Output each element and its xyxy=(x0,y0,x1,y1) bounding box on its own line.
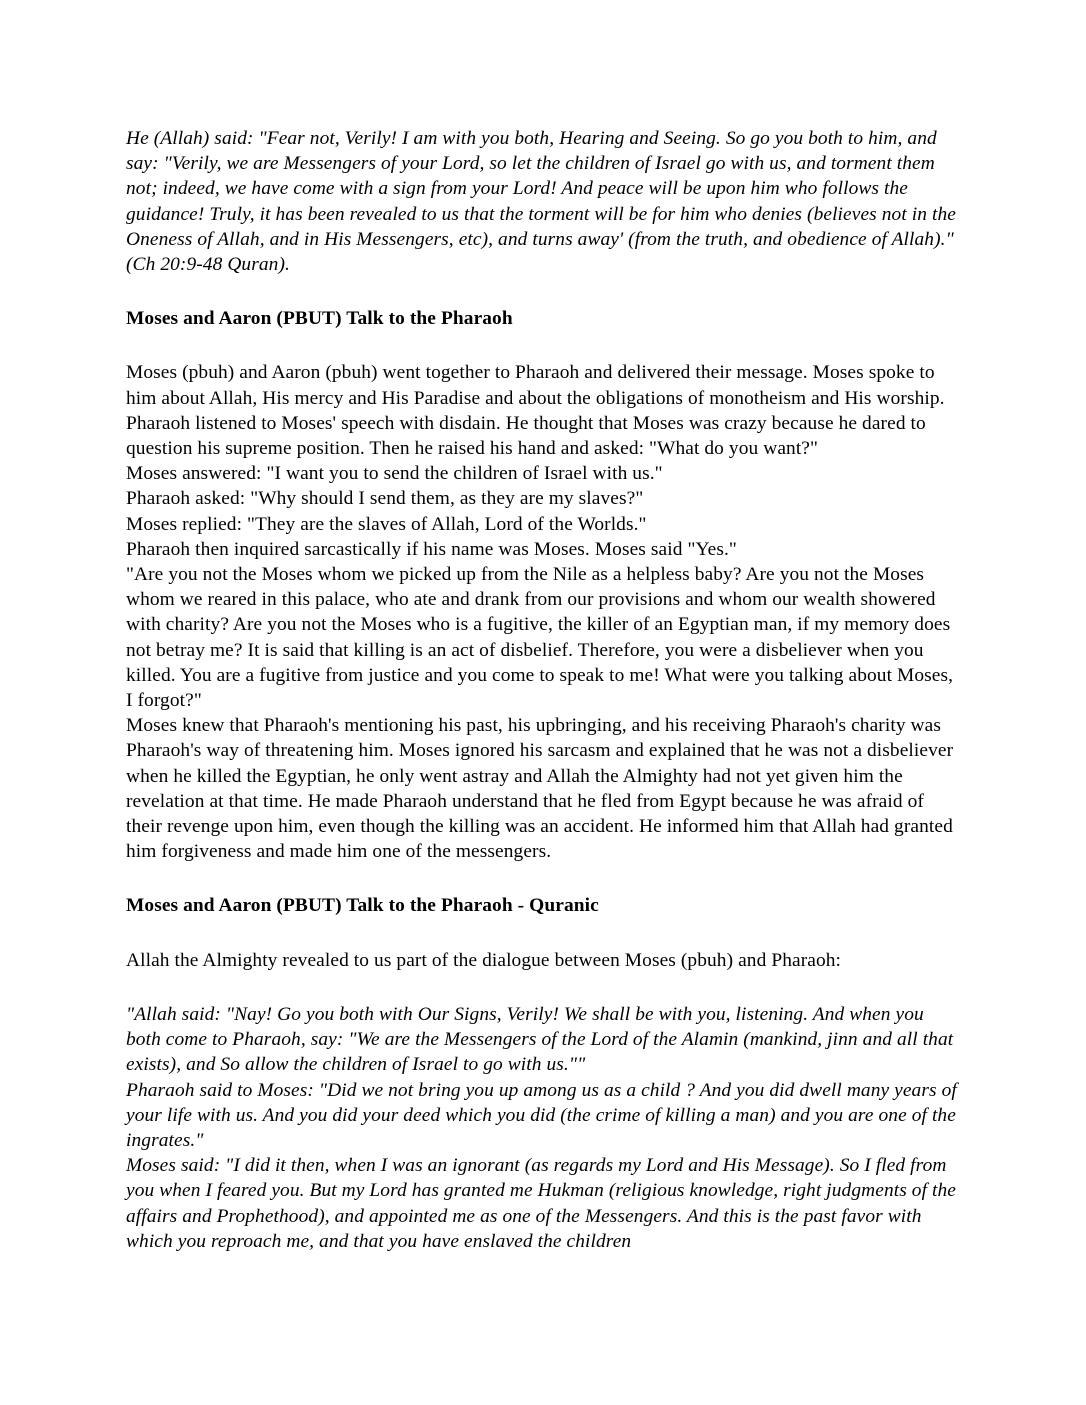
narrative-paragraph-2: Pharaoh listened to Moses' speech with disdain. He thought that Moses was crazy because he dared to question his supreme position. Then he raised his hand and asked: "What do you want?" xyxy=(126,412,926,460)
spacer xyxy=(126,331,962,360)
quranic-quote-paragraph-3: Moses said: "I did it then, when I was an ignorant (as regards my Lord and His Message). So I fled from you when I feared you. But my Lord has granted me Hukman (religious knowledge, right judgments of the affairs and Prophethood), and appointed me as one of the Messengers. And this is the past favor with which you reproach me, and that you have enslaved the children xyxy=(126,1155,957,1252)
spacer xyxy=(126,919,962,948)
section-heading-moses-aaron-talk-to-pharaoh-quranic: Moses and Aaron (PBUT) Talk to the Pharaoh - Quranic xyxy=(126,895,599,917)
narrative-paragraph-5: Moses replied: "They are the slaves of Allah, Lord of the Worlds." xyxy=(126,513,647,535)
narrative-paragraph-3: Moses answered: "I want you to send the children of Israel with us." xyxy=(126,463,663,485)
narrative-paragraph-4: Pharaoh asked: "Why should I send them, as they are my slaves?" xyxy=(126,488,644,510)
quranic-quote-paragraph-1: "Allah said: "Nay! Go you both with Our Signs, Verily! We shall be with you, listening. And when you both come to Pharaoh, say: "We are the Messengers of the Lord of the Alamin (mankind, jinn and all that exists), and So allow the children of Israel to go with us."" xyxy=(126,1003,954,1076)
page-content xyxy=(126,126,962,1254)
narrative-paragraph-8: Moses knew that Pharaoh's mentioning his past, his upbringing, and his receiving Pharaoh's charity was Pharaoh's way of threatening him. Moses ignored his sarcasm and explained that he was not a disbeliever when he killed the Egyptian, he only went astray and Allah the Almighty had not yet given him the revelation at that time. He made Pharaoh understand that he fled from Egypt because he was afraid of their revenge upon him, even though the killing was an accident. He informed him that Allah had granted him forgiveness and made him one of the messengers. xyxy=(126,715,954,863)
spacer xyxy=(126,973,962,1002)
narrative-paragraph-7: "Are you not the Moses whom we picked up from the Nile as a helpless baby? Are you not the Moses whom we reared in this palace, who ate and drank from our provisions and whom our wealth showered with charity? Are you not the Moses who is a fugitive, the killer of an Egyptian man, if my memory does not betray me? It is said that killing is an act of disbelief. Therefore, you were a disbeliever when you killed. You are a fugitive from justice and you come to speak to me! What were you talking about Moses, I forgot?" xyxy=(126,564,954,712)
spacer xyxy=(126,277,962,306)
spacer xyxy=(126,864,962,893)
intro-paragraph: Allah the Almighty revealed to us part of the dialogue between Moses (pbuh) and Pharaoh: xyxy=(126,949,842,971)
narrative-paragraph-1: Moses (pbuh) and Aaron (pbuh) went together to Pharaoh and delivered their message. Moses spoke to him about Allah, His mercy and His Paradise and about the obligations of monotheism and His worship. xyxy=(126,362,945,409)
section-heading-moses-aaron-talk-to-pharaoh: Moses and Aaron (PBUT) Talk to the Pharaoh xyxy=(126,308,513,330)
quranic-quote-paragraph-2: Pharaoh said to Moses: "Did we not bring you up among us as a child ? And you did dwell many years of your life with us. And you did your deed which you did (the crime of killing a man) and you are one of the ingrates." xyxy=(126,1079,957,1151)
narrative-paragraph-6: Pharaoh then inquired sarcastically if his name was Moses. Moses said "Yes." xyxy=(126,538,737,560)
opening-quote-paragraph: He (Allah) said: "Fear not, Verily! I am with you both, Hearing and Seeing. So go you both to him, and say: "Verily, we are Messengers of your Lord, so let the children of Israel go with us, and torment them not; indeed, we have come with a sign from your Lord! And peace will be upon him who follows the guidance! Truly, it has been revealed to us that the torment will be for him who denies (believes not in the Oneness of Allah, and in His Messengers, etc), and turns away' (from the truth, and obedience of Allah)." (Ch 20:9-48 Quran). xyxy=(126,128,956,276)
